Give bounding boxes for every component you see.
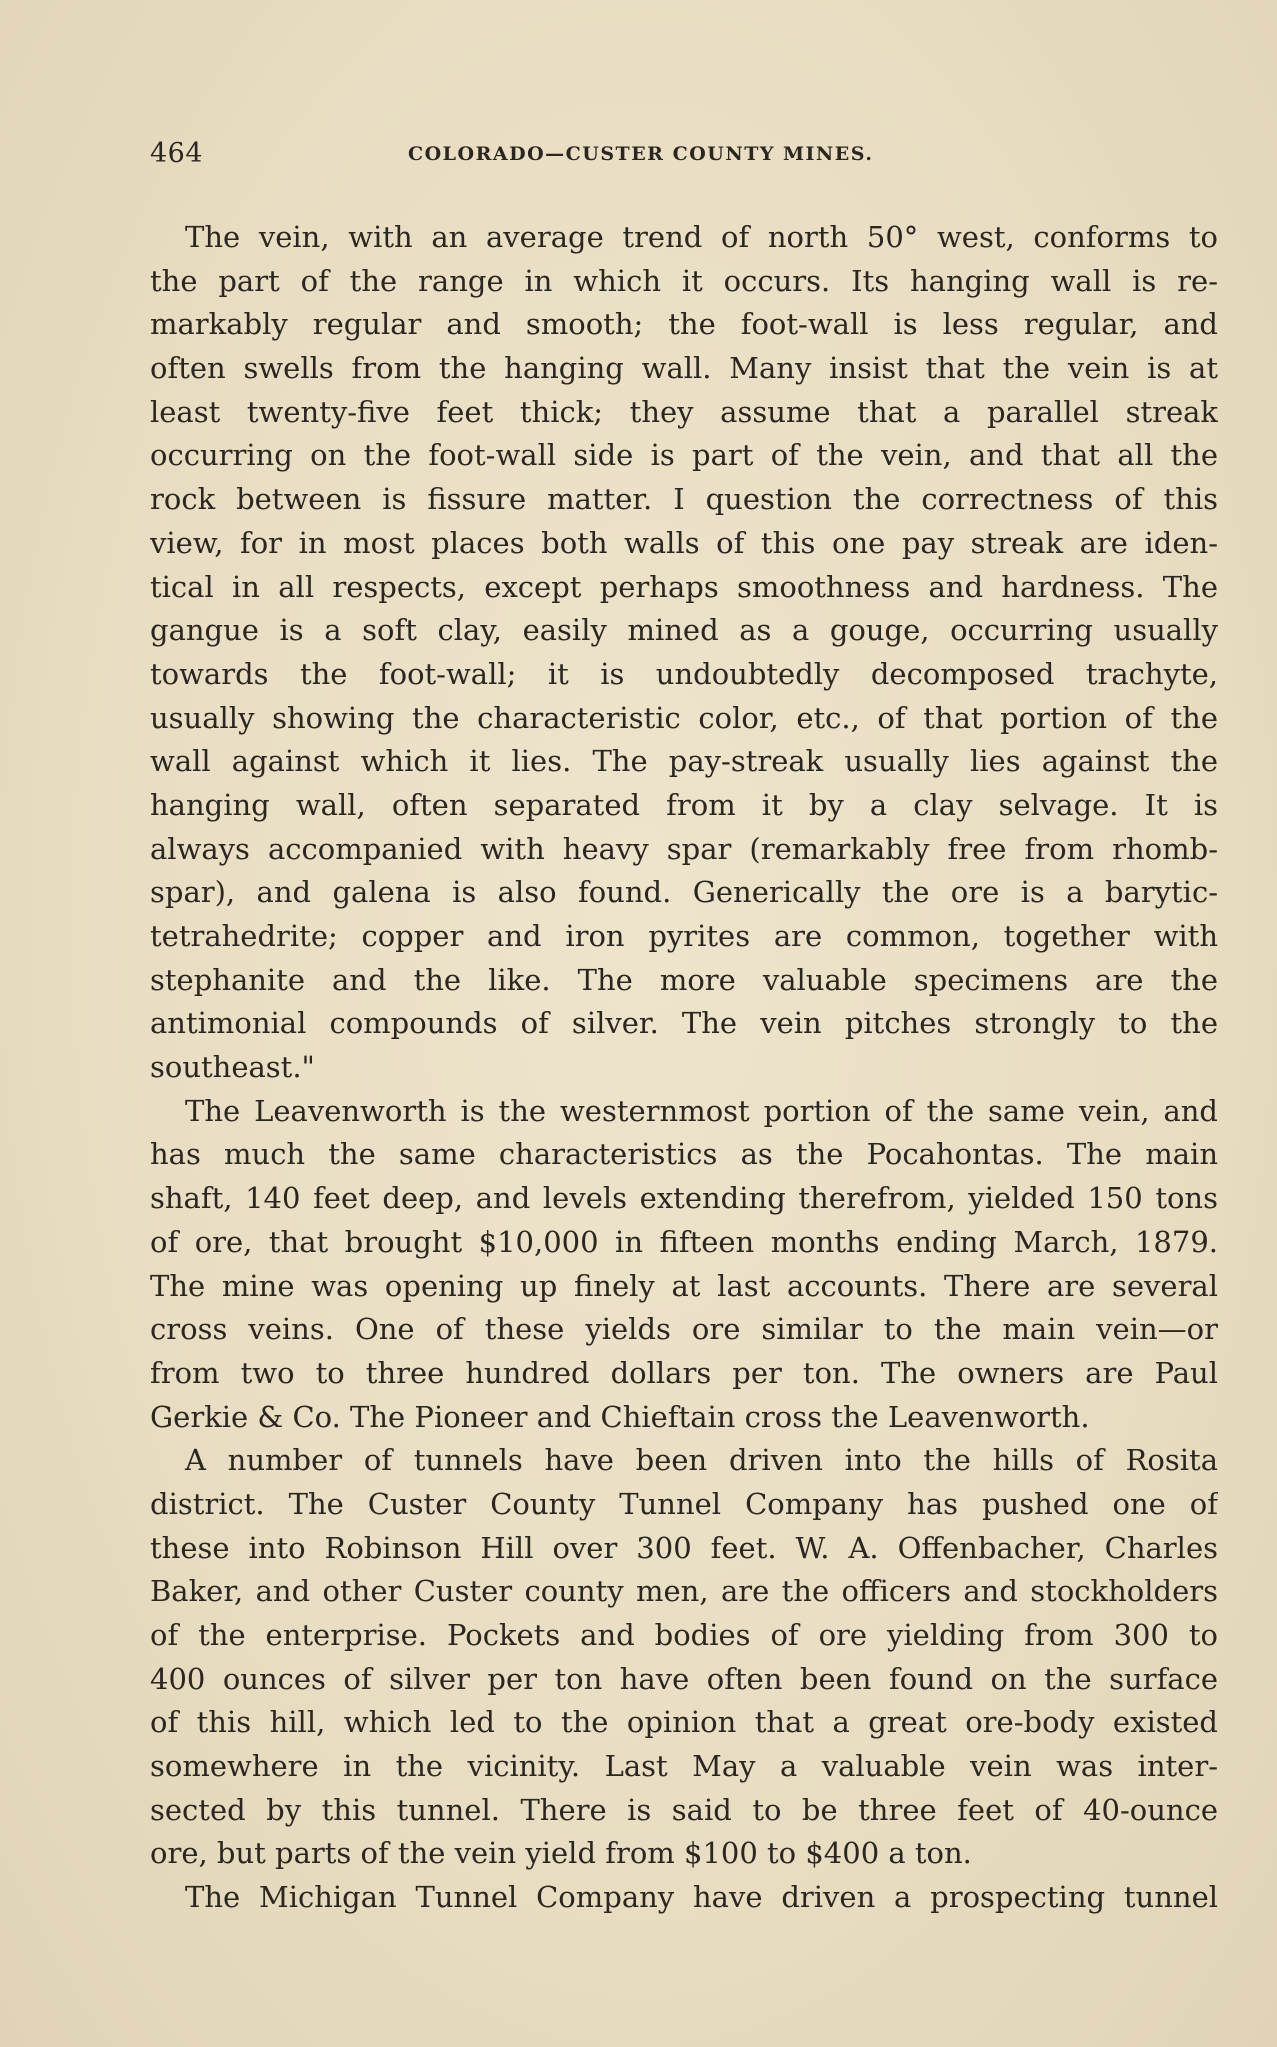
text-line: The Leavenworth is the westernmost portion of the same vein, and [185,1093,1218,1128]
text-line: tetrahedrite; copper and iron pyrites are common, together with [150,919,1218,953]
running-head [150,138,1218,178]
text-line: shaft, 140 feet deep, and levels extending therefrom, yielded 150 tons [150,1181,1218,1216]
text-line: A number of tunnels have been driven into the hills of Rosita [185,1443,1218,1478]
text-line: spar), and galena is also found. Generically the ore is a barytic- [150,875,1218,910]
page-number: 464 [150,138,204,169]
text-line: hanging wall, often separated from it by a clay selvage. It is [150,787,1218,822]
text-line: markably regular and smooth; the foot-wall is less regular, and [150,307,1218,342]
text-line: antimonial compounds of silver. The vein pitches strongly to the [150,1006,1218,1041]
text-line: 400 ounces of silver per ton have often been found on the surface [150,1661,1218,1696]
text-line: always accompanied with heavy spar (remarkably free from rhomb- [150,831,1218,866]
text-line: tical in all respects, except perhaps smoothness and hardness. The [150,569,1218,604]
text-line: view, for in most places both walls of this one pay streak are iden- [150,525,1218,560]
text-line: The Michigan Tunnel Company have driven a prospecting tunnel [185,1880,1218,1915]
text-line: Baker, and other Custer county men, are the officers and stockholders [150,1574,1218,1609]
text-line: from two to three hundred dollars per ton. The owners are Paul [150,1355,1218,1390]
text-line: ore, but parts of the vein yield from $100 to $400 a ton. [150,1836,972,1871]
text-line: somewhere in the vicinity. Last May a valuable vein was inter- [150,1749,1218,1784]
text-line: sected by this tunnel. There is said to be three feet of 40-ounce [150,1792,1218,1827]
text-line: these into Robinson Hill over 300 feet. W. A. Offenbacher, Charles [150,1530,1218,1565]
text-line: The vein, with an average trend of north 50° west, conforms to [185,220,1218,254]
text-line: usually showing the characteristic color, etc., of that portion of the [150,700,1218,735]
text-line: stephanite and the like. The more valuable specimens are the [150,962,1218,997]
text-line: rock between is fissure matter. I question the correctness of this [150,482,1218,517]
text-line: district. The Custer County Tunnel Company has pushed one of [150,1486,1218,1521]
body-text [150,216,1218,1920]
text-line: occurring on the foot-wall side is part of the vein, and that all the [150,438,1218,473]
text-line: gangue is a soft clay, easily mined as a gouge, occurring usually [150,613,1218,648]
text-line: the part of the range in which it occurs. Its hanging wall is re- [150,263,1218,298]
text-line: southeast." [150,1050,315,1085]
text-line: wall against which it lies. The pay-streak usually lies against the [150,744,1218,779]
text-line: cross veins. One of these yields ore similar to the main vein—or [150,1312,1218,1347]
text-line: of this hill, which led to the opinion that a great ore-body existed [150,1705,1218,1740]
text-line: Gerkie & Co. The Pioneer and Chieftain cross the Leavenworth. [150,1399,1090,1434]
text-line: often swells from the hanging wall. Many insist that the vein is at [150,351,1218,386]
running-title: COLORADO—CUSTER COUNTY MINES. [408,143,874,165]
text-line: of ore, that brought $10,000 in fifteen months ending March, 1879. [150,1224,1218,1259]
text-line: has much the same characteristics as the Pocahontas. The main [150,1137,1218,1172]
text-line: of the enterprise. Pockets and bodies of ore yielding from 300 to [150,1618,1218,1652]
text-line: towards the foot-wall; it is undoubtedly decomposed trachyte, [150,656,1218,691]
text-line: The mine was opening up finely at last accounts. There are several [150,1268,1218,1303]
text-line: least twenty-five feet thick; they assume that a parallel streak [150,394,1218,429]
